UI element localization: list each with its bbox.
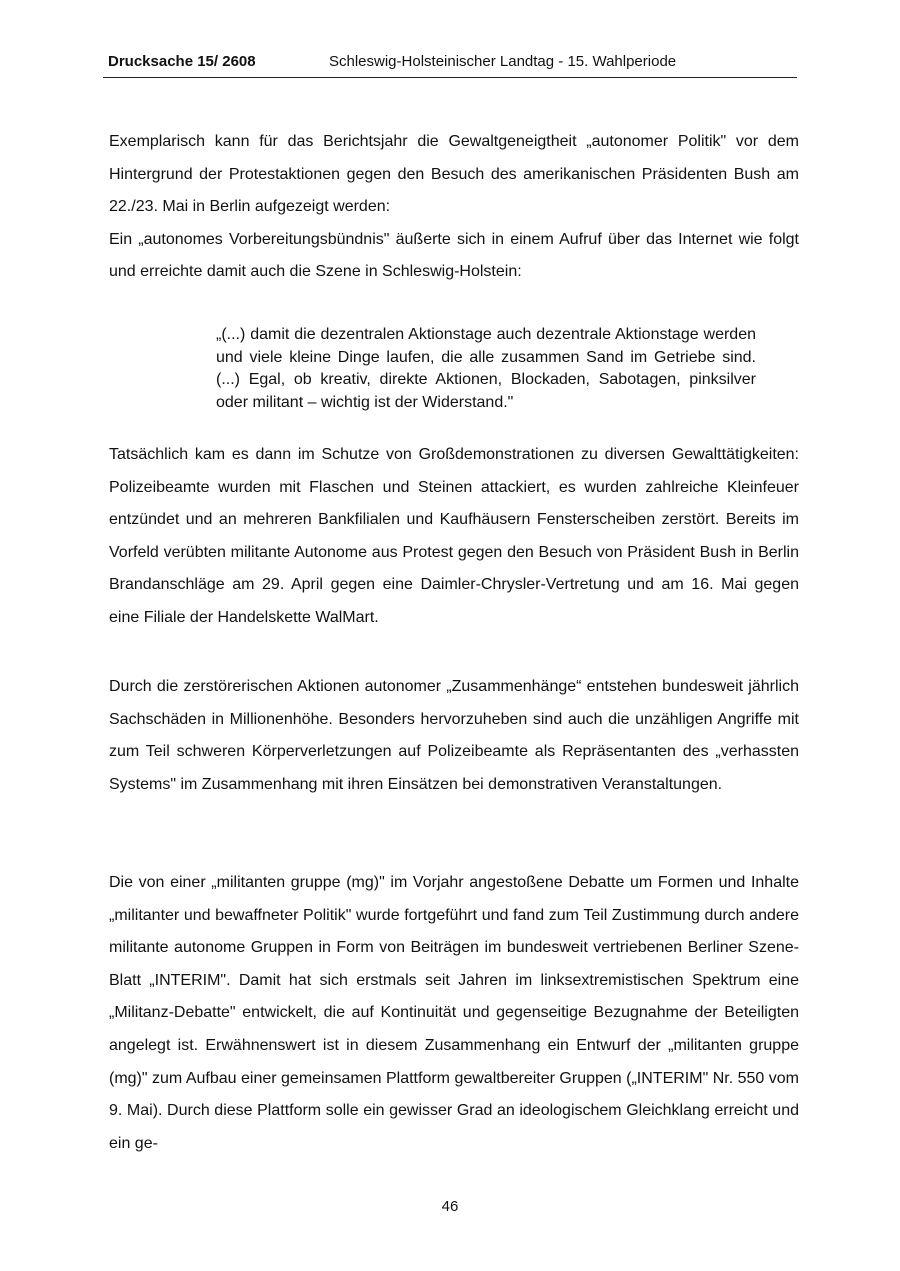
- paragraph-5: Die von einer „militanten gruppe (mg)" im Vorjahr angestoßene Debatte um Formen und Inhalte „militanter und bewaffneter Politik" wurde fortgeführt und fand zum Teil Zustimmung durch andere militante autonome Gruppen in Form von Beiträgen im bundesweit vertriebenen Berliner Szene-Blatt „INTERIM". Damit hat sich erstmals seit Jahren im linksextremistischen Spektrum eine „Militanz-Debatte" entwickelt, die auf Kontinuität und gegenseitige Bezugnahme der Beteiligten angelegt ist. Erwähnenswert ist in diesem Zusammenhang ein Entwurf der „militanten gruppe (mg)" zum Aufbau einer gemeinsamen Plattform gewaltbereiter Gruppen („INTERIM" Nr. 550 vom 9. Mai). Durch diese Plattform solle ein gewisser Grad an ideologischem Gleichklang erreicht und ein ge-: [109, 874, 799, 1152]
- paragraph-intro: Exemplarisch kann für das Berichtsjahr die Gewaltgeneigtheit „autonomer Politik" vor dem Hintergrund der Protestaktionen gegen den Besuch des amerikanischen Präsidenten Bush am 22./23. Mai in Berlin aufgezeigt werden:: [109, 133, 799, 216]
- paragraph-3: Tatsächlich kam es dann im Schutze von Großdemonstrationen zu diversen Gewalttätigkeiten: Polizeibeamte wurden mit Flaschen und Steinen attackiert, es wurden zahlreiche Kleinfeuer entzündet und an mehreren Bankfilialen und Kaufhäusern Fensterscheiben zerstört. Bereits im Vorfeld verübten militante Autonome aus Protest gegen den Besuch von Präsident Bush in Berlin Brandanschläge am 29. April gegen eine Daimler-Chrysler-Vertretung und am 16. Mai gegen eine Filiale der Handelskette WalMart.: [109, 446, 799, 626]
- paragraph-intro-2: Ein „autonomes Vorbereitungsbündnis" äußerte sich in einem Aufruf über das Internet wie folgt und erreichte damit auch die Szene in Schleswig-Holstein:: [109, 230, 799, 281]
- paragraph-block-3: [109, 439, 799, 635]
- block-quote: „(...) damit die dezentralen Aktionstage auch dezentrale Aktionstage werden und viele kleine Dinge laufen, die alle zusammen Sand im Getriebe sind. (...) Egal, ob kreativ, direkte Aktionen, Blockaden, Sabotagen, pinksilver oder militant – wichtig ist der Widerstand.": [216, 326, 756, 411]
- page-number: 46: [441, 1198, 459, 1215]
- parliament-title: Schleswig-Holsteinischer Landtag - 15. Wahlperiode: [329, 53, 677, 70]
- page-header: [103, 52, 797, 78]
- intro-block: [109, 126, 799, 289]
- paragraph-block-5: [109, 867, 799, 1160]
- document-number: Drucksache 15/ 2608: [108, 53, 256, 70]
- paragraph-block-4: [109, 671, 799, 801]
- paragraph-4: Durch die zerstörerischen Aktionen autonomer „Zusammenhänge“ entstehen bundesweit jährlich Sachschäden in Millionenhöhe. Besonders hervorzuheben sind auch die unzähligen Angriffe mit zum Teil schweren Körperverletzungen auf Polizeibeamte als Repräsentanten des „verhassten Systems" im Zusammenhang mit ihren Einsätzen bei demonstrativen Veranstaltungen.: [109, 678, 799, 793]
